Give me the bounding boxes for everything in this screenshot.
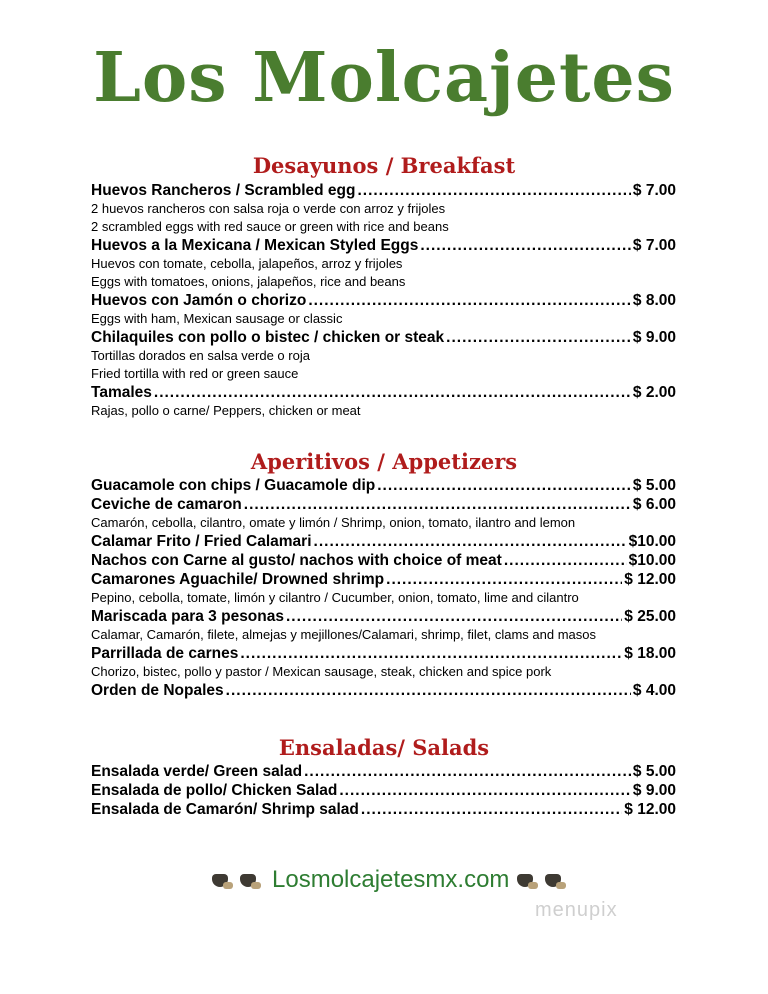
appetizers-heading: Aperitivos / Appetizers bbox=[250, 449, 518, 474]
appetizers-list bbox=[91, 476, 676, 700]
item-price: $ 25.00 bbox=[624, 608, 676, 625]
footer bbox=[210, 866, 571, 894]
item-name: Nachos con Carne al gusto/ nachos with choice of meat bbox=[91, 552, 502, 569]
leader-dots bbox=[308, 291, 631, 310]
item-description: Tortillas dorados en salsa verde o roja bbox=[91, 348, 310, 363]
item-price: $ 9.00 bbox=[632, 782, 676, 799]
menu-item bbox=[91, 383, 676, 402]
leader-dots bbox=[339, 781, 631, 800]
item-price: $ 8.00 bbox=[632, 292, 676, 309]
menu-item bbox=[91, 551, 676, 570]
menu-item bbox=[91, 570, 676, 589]
item-description: Calamar, Camarón, filete, almejas y mejillones/Calamari, shrimp, filet, clams and masos bbox=[91, 627, 597, 642]
menu-item bbox=[91, 476, 676, 495]
leader-dots bbox=[286, 607, 622, 626]
leader-dots bbox=[226, 681, 631, 700]
item-price: $ 12.00 bbox=[624, 571, 676, 588]
website-link[interactable]: Losmolcajetesmx.com bbox=[272, 866, 510, 893]
menu-item bbox=[91, 328, 676, 347]
item-name: Huevos con Jamón o chorizo bbox=[91, 292, 307, 309]
item-price: $ 7.00 bbox=[632, 182, 676, 199]
menu-item bbox=[91, 181, 676, 200]
menu-item bbox=[91, 291, 676, 310]
item-price: $ 7.00 bbox=[632, 237, 676, 254]
item-description: Pepino, cebolla, tomate, limón y cilantro / Cucumber, onion, tomato, lime and cilantro bbox=[91, 590, 579, 605]
item-price: $ 12.00 bbox=[624, 801, 676, 818]
item-description: 2 scrambled eggs with red sauce or green with rice and beans bbox=[91, 219, 449, 234]
item-price: $ 6.00 bbox=[632, 496, 676, 513]
item-name: Mariscada para 3 pesonas bbox=[91, 608, 284, 625]
item-description: Eggs with tomatoes, onions, jalapeños, rice and beans bbox=[91, 274, 406, 289]
breakfast-heading: Desayunos / Breakfast bbox=[252, 153, 516, 178]
menu-item bbox=[91, 681, 676, 700]
menu-item bbox=[91, 236, 676, 255]
leader-dots bbox=[386, 570, 622, 589]
item-name: Chilaquiles con pollo o bistec / chicken or steak bbox=[91, 329, 445, 346]
item-description: Rajas, pollo o carne/ Peppers, chicken or meat bbox=[91, 403, 361, 418]
menu-item bbox=[91, 495, 676, 514]
menu-item bbox=[91, 762, 676, 781]
leader-dots bbox=[154, 383, 631, 402]
item-price: $ 4.00 bbox=[632, 682, 676, 699]
item-price: $ 18.00 bbox=[624, 645, 676, 662]
item-price: $ 2.00 bbox=[632, 384, 676, 401]
restaurant-title: Los Molcajetes bbox=[93, 38, 675, 118]
menu-item bbox=[91, 532, 676, 551]
item-price: $10.00 bbox=[628, 533, 676, 550]
item-name: Camarones Aguachile/ Drowned shrimp bbox=[91, 571, 385, 588]
leader-dots bbox=[504, 551, 627, 570]
molcajete-icon bbox=[238, 868, 262, 892]
item-description: Fried tortilla with red or green sauce bbox=[91, 366, 299, 381]
item-description: Huevos con tomate, cebolla, jalapeños, arroz y frijoles bbox=[91, 256, 403, 271]
leader-dots bbox=[377, 476, 631, 495]
item-description: Eggs with ham, Mexican sausage or classic bbox=[91, 311, 343, 326]
item-price: $10.00 bbox=[628, 552, 676, 569]
menu-item bbox=[91, 800, 676, 819]
item-description: Camarón, cebolla, cilantro, omate y limón / Shrimp, onion, tomato, ilantro and lemon bbox=[91, 515, 576, 530]
leader-dots bbox=[314, 532, 627, 551]
item-name: Huevos Rancheros / Scrambled egg bbox=[91, 182, 356, 199]
watermark: menupix bbox=[535, 899, 618, 921]
item-price: $ 9.00 bbox=[632, 329, 676, 346]
leader-dots bbox=[361, 800, 622, 819]
item-description: Chorizo, bistec, pollo y pastor / Mexican sausage, steak, chicken and spice pork bbox=[91, 664, 552, 679]
molcajete-icon bbox=[543, 868, 567, 892]
item-name: Ceviche de camaron bbox=[91, 496, 242, 513]
menu-item bbox=[91, 607, 676, 626]
molcajete-icon bbox=[210, 868, 234, 892]
item-price: $ 5.00 bbox=[632, 477, 676, 494]
leader-dots bbox=[446, 328, 631, 347]
item-name: Calamar Frito / Fried Calamari bbox=[91, 533, 312, 550]
item-name: Orden de Nopales bbox=[91, 682, 224, 699]
item-name: Huevos a la Mexicana / Mexican Styled Eggs bbox=[91, 237, 419, 254]
item-name: Guacamole con chips / Guacamole dip bbox=[91, 477, 376, 494]
leader-dots bbox=[244, 495, 631, 514]
leader-dots bbox=[420, 236, 631, 255]
breakfast-list bbox=[91, 181, 676, 420]
leader-dots bbox=[304, 762, 631, 781]
menu-item bbox=[91, 644, 676, 663]
item-name: Ensalada verde/ Green salad bbox=[91, 763, 303, 780]
item-name: Ensalada de pollo/ Chicken Salad bbox=[91, 782, 338, 799]
leader-dots bbox=[357, 181, 630, 200]
item-price: $ 5.00 bbox=[632, 763, 676, 780]
salads-heading: Ensaladas/ Salads bbox=[278, 735, 490, 760]
leader-dots bbox=[240, 644, 622, 663]
item-description: 2 huevos rancheros con salsa roja o verde con arroz y frijoles bbox=[91, 201, 446, 216]
molcajete-icon bbox=[515, 868, 539, 892]
salads-list bbox=[91, 762, 676, 819]
item-name: Ensalada de Camarón/ Shrimp salad bbox=[91, 801, 359, 818]
item-name: Tamales bbox=[91, 384, 152, 401]
item-name: Parrillada de carnes bbox=[91, 645, 239, 662]
menu-item bbox=[91, 781, 676, 800]
